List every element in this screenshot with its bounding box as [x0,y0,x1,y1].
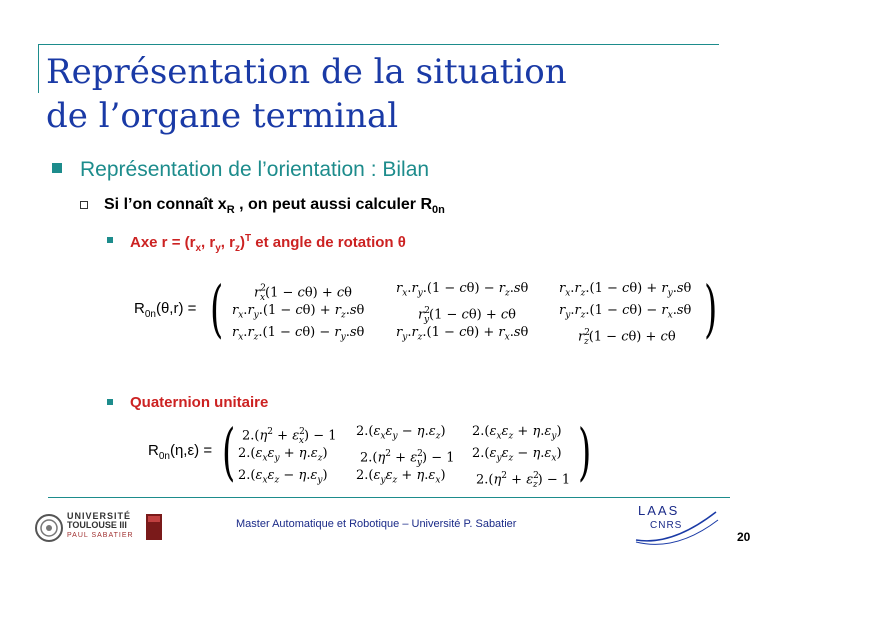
logo-text-laas: LAAS [638,503,680,518]
footer-divider [48,497,730,498]
matrix-quat-label: $R_{0n}(\eta,\varepsilon)$ = [148,442,213,462]
logo-text-toulouse: TOULOUSE III [67,520,127,530]
square-bullet-icon [107,399,113,405]
slide-title-line-1: Représentation de la situation [46,52,567,92]
slide-title-line-2: de l’organe terminal [46,96,399,136]
right-bracket: ) [704,272,718,345]
left-bracket: ( [210,272,224,345]
bullet-orientation-summary: Représentation de l’orientation : Bilan [80,158,430,181]
laas-cnrs-logo [632,502,720,548]
square-bullet-icon [52,163,62,173]
hollow-square-bullet-icon [80,201,88,209]
universite-toulouse-logo [34,508,164,548]
bullet-compute-r0n: Si l’on connaît $x_R$ , on peut aussi calculer $R_{0n}$ [104,196,445,217]
bullet-axis-angle: Axe $r = (r_x$, $r_y$, $r_z)^T$ et angle de rotation θ [130,233,406,254]
bullet-unit-quaternion: Quaternion unitaire [130,394,269,411]
rotation-matrix-quaternion: $2.(\eta^2 + \varepsilon^2_x) - 1$ $2.(\varepsilon_x\varepsilon_y - \eta.\varepsilon_z)$ $2.(\varepsilon_x\varepsilon_z + \eta.\varepsilon_y)$ $2.(\varepsilon_x\varepsilon_y + \eta.\varepsilon_z)$ $2.(\eta^2 + \varepsilon^2_y) - 1$ $2.(\varepsilon_y\varepsilon_z - \eta.\varepsilon_x)$ $2.(\varepsilon_x\varepsilon_z - \eta.\varepsilon_y)$ $2.(\varepsilon_y\varepsilon_z + \eta.\varepsilon_x)$ $2.(\eta^2 + \varepsilon^2_z) - 1$ [238,424,571,490]
square-bullet-icon [107,237,113,243]
right-bracket: ) [578,415,592,488]
logo-text-sabatier: PAUL SABATIER [67,532,134,539]
left-bracket: ( [222,415,236,488]
logo-text-cnrs: CNRS [650,520,683,531]
rotation-matrix-axis-angle: $r^2_x(1 - c\theta) + c\theta$ $r_x.r_y.(1 - c\theta) - r_z.s\theta$ $r_x.r_z.(1 - c\theta) + r_y.s\theta$ $r_x.r_y.(1 - c\theta) + r_z.s\theta$ $r^2_y(1 - c\theta) + c\theta$ $r_y.r_z.(1 - c\theta) - r_x.s\theta$ $r_x.r_z.(1 - c\theta) - r_y.s\theta$ $r_y.r_z.(1 - c\theta) + r_x.s\theta$ $r^2_z(1 - c\theta) + c\theta$ [232,281,692,347]
matrix-axis-label: $R_{0n}(\theta,r)$ = [134,300,197,320]
logo-text-universite: UNIVERSITÉ [67,511,132,521]
footer-text: Master Automatique et Robotique – Université P. Sabatier [236,518,517,530]
page-number: 20 [737,530,751,544]
